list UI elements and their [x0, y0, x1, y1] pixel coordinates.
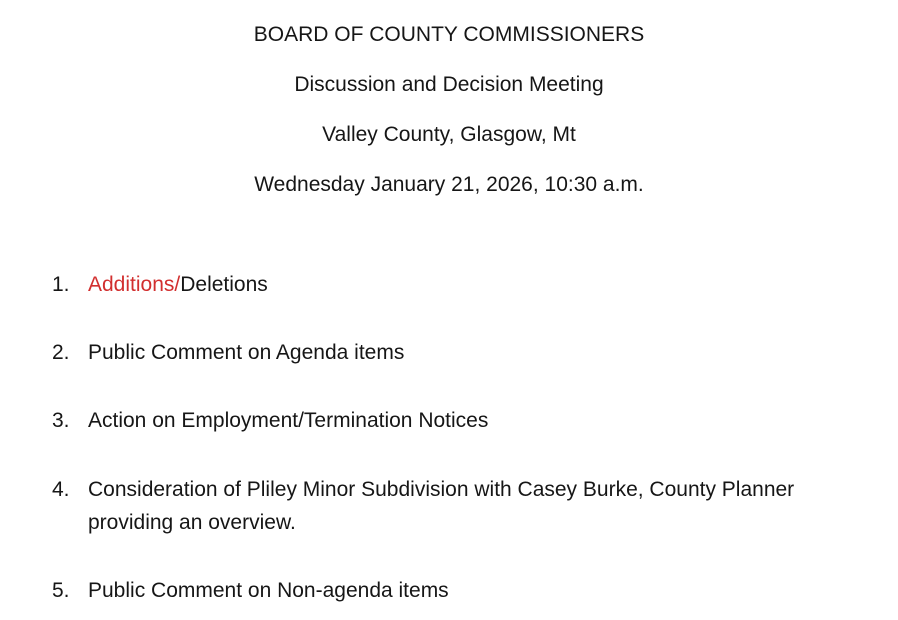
deletions-label: Deletions	[180, 273, 268, 296]
board-title: BOARD OF COUNTY COMMISSIONERS	[253, 23, 645, 46]
agenda-item-number: 5.	[52, 579, 70, 602]
agenda-item-text	[88, 268, 878, 301]
agenda-item-text: Public Comment on Agenda items	[88, 341, 405, 364]
agenda-item-number: 4.	[52, 478, 70, 501]
meeting-type: Discussion and Decision Meeting	[294, 73, 604, 96]
agenda-item-text: Public Comment on Non-agenda items	[88, 579, 449, 602]
agenda-item-text: Consideration of Pliley Minor Subdivision with Casey Burke, County Planner providing an overview.	[88, 478, 795, 534]
agenda-item-text: Action on Employment/Termination Notices	[88, 409, 489, 432]
agenda-item-number: 1.	[52, 273, 70, 296]
additions-label: Additions/	[88, 273, 181, 296]
meeting-datetime: Wednesday January 21, 2026, 10:30 a.m.	[254, 173, 644, 196]
agenda-item-number: 2.	[52, 341, 70, 364]
agenda-item-number: 3.	[52, 409, 70, 432]
meeting-location: Valley County, Glasgow, Mt	[322, 123, 576, 146]
